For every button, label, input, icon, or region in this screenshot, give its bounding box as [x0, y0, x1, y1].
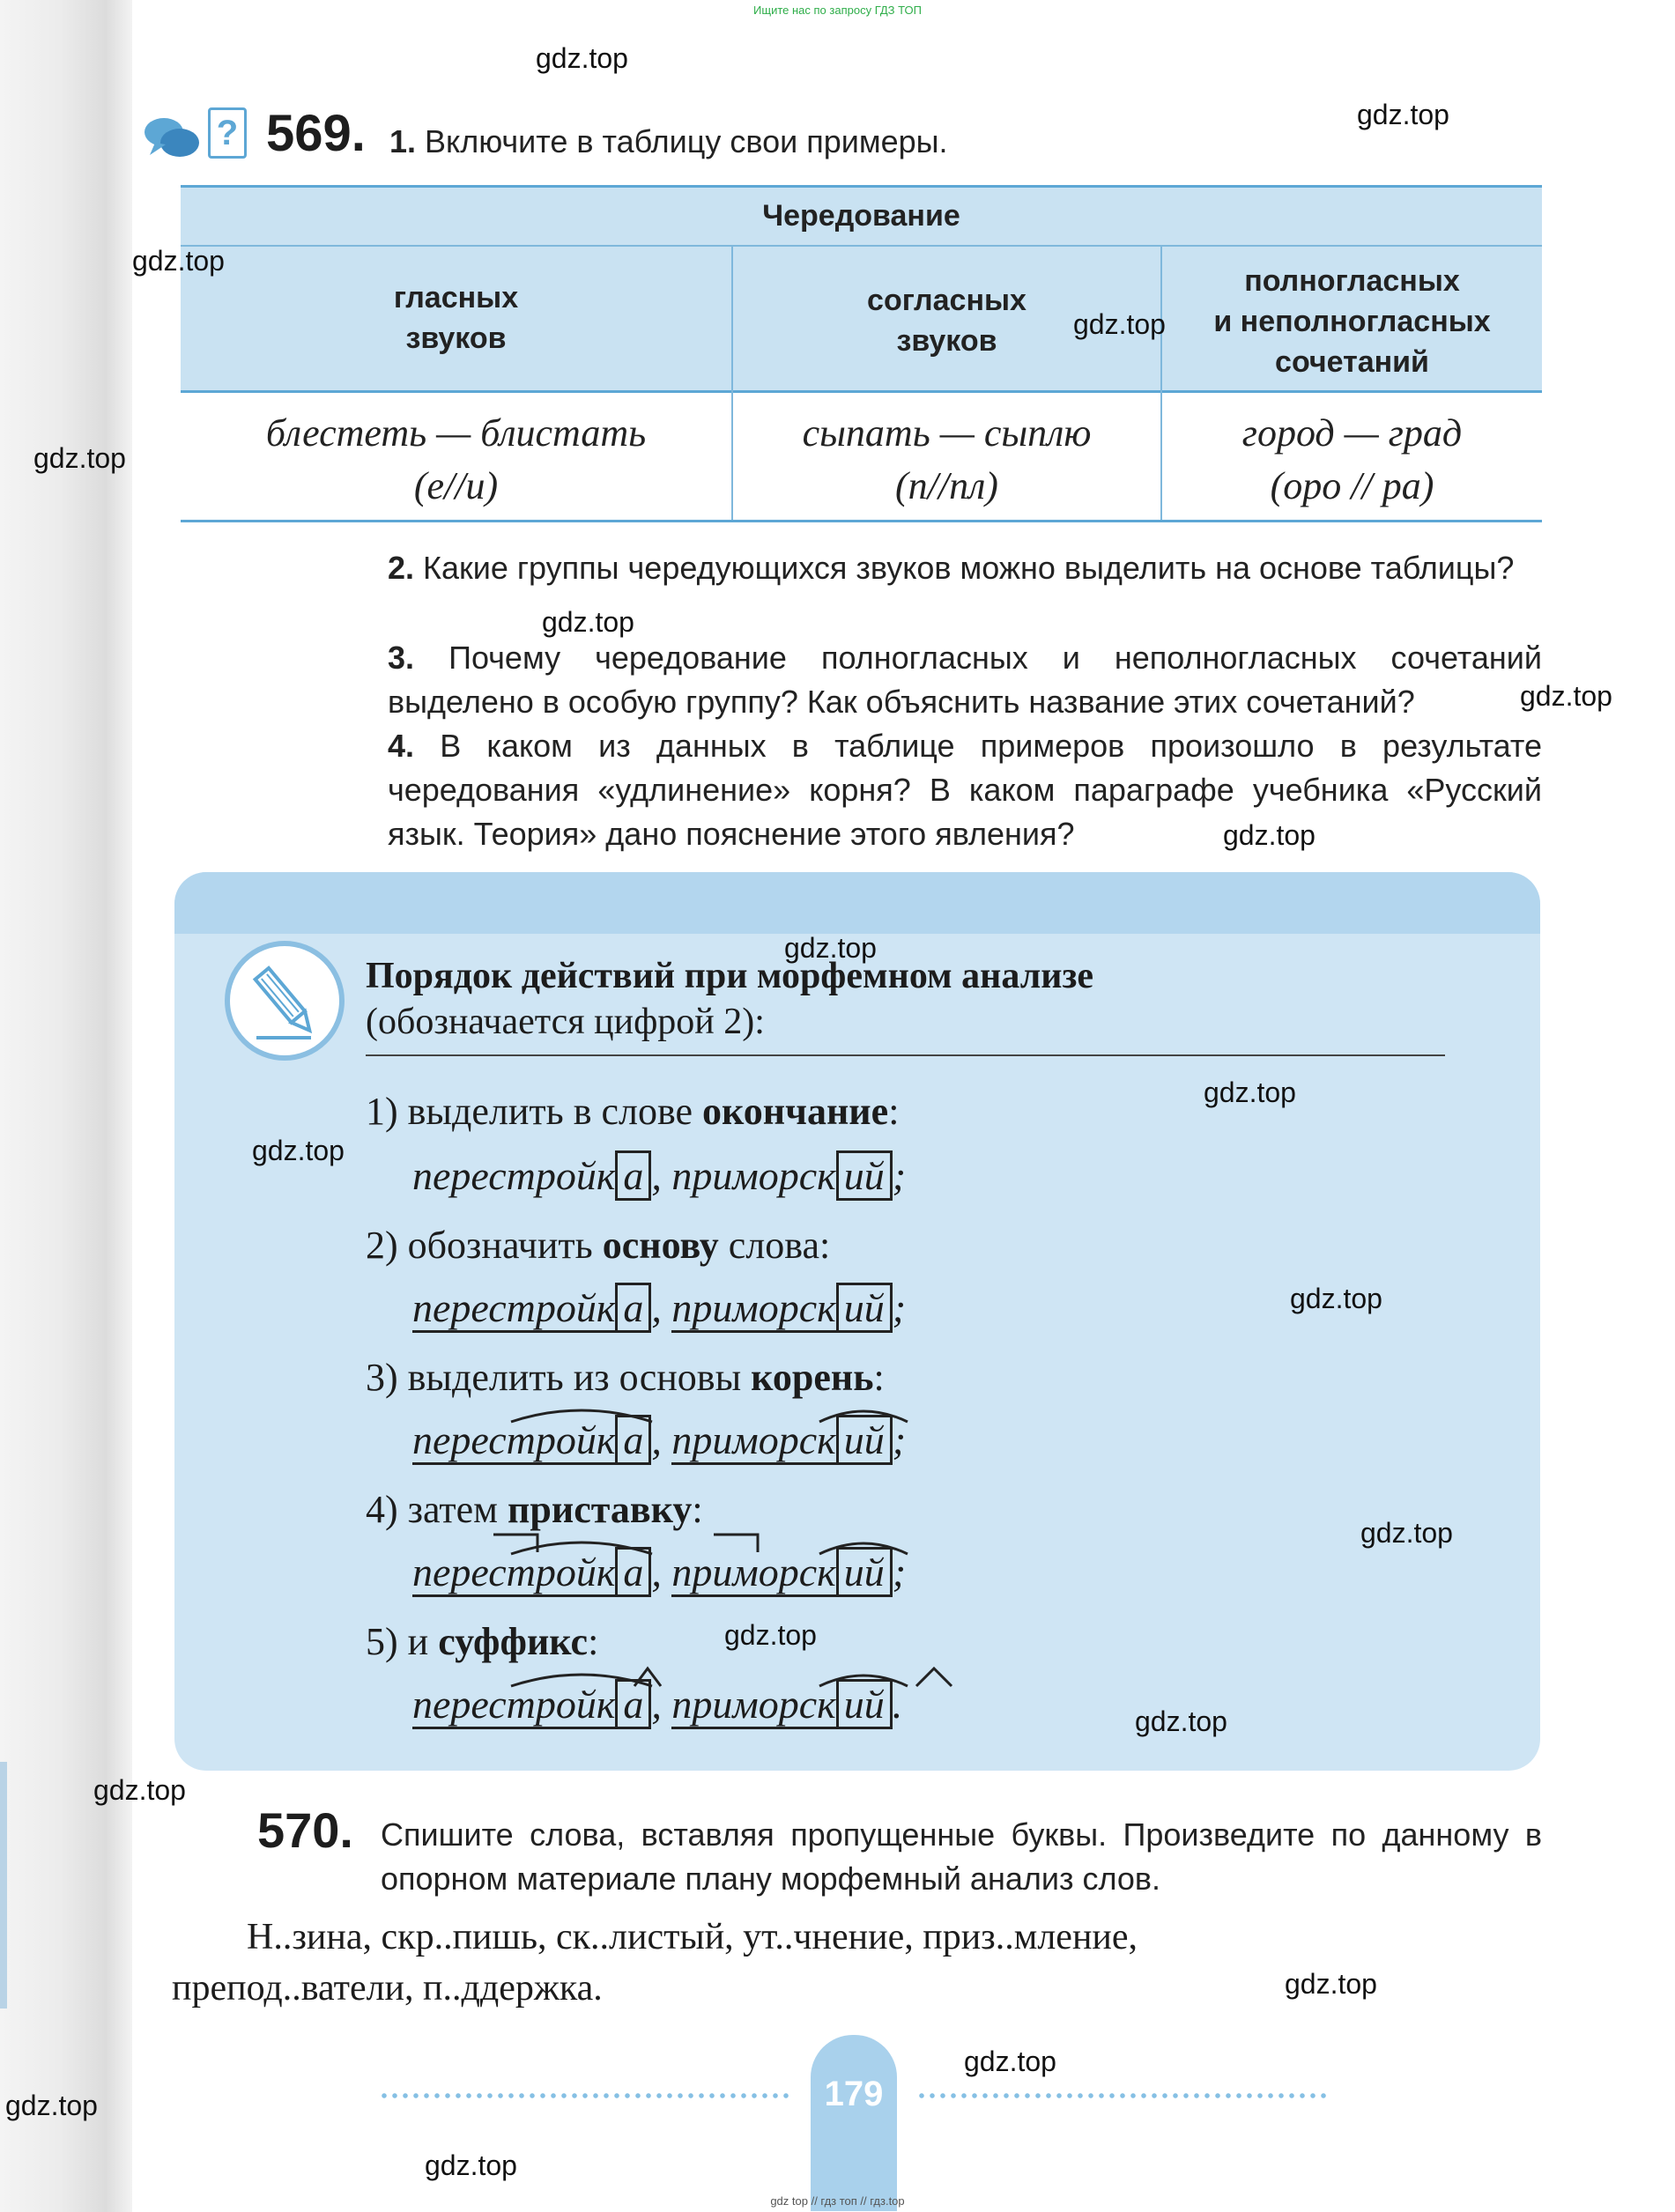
- table-mid-rule: [181, 390, 1542, 393]
- watermark: gdz.top: [1520, 680, 1612, 712]
- exercise-569-number: 569.: [266, 105, 366, 162]
- dialogue-icon: [143, 113, 204, 166]
- task-1-text: Включите в таблицу свои примеры.: [425, 123, 948, 159]
- table-header-rule: [181, 245, 1542, 247]
- watermark: gdz.top: [252, 1135, 345, 1166]
- ending-box: а: [615, 1283, 651, 1333]
- example-consonants: сыпать — сыплю (п//пл): [802, 411, 1092, 507]
- watermark: gdz.top: [724, 1619, 817, 1651]
- rule-panel-top: [174, 872, 1540, 934]
- words-line-1: Н..зина, скр..пишь, ск..листый, ут..чнение, приз..мление,: [247, 1917, 1138, 1957]
- question-4: 4. В каком из данных в таблице примеров произошло в результате чередования «удлинение» корня? В каком параграфе учебника «Русский язык. Теория» дано пояснение этого явления?: [388, 728, 1542, 852]
- page-number-tab: [811, 2035, 897, 2211]
- table-top-rule: [181, 185, 1542, 188]
- rule-title-underline: [366, 1054, 1445, 1056]
- page-number: 179: [824, 2075, 884, 2113]
- watermark: gdz.top: [1223, 819, 1316, 851]
- step-4: 4) затем приставку:: [366, 1488, 703, 1531]
- watermark: gdz.top: [1285, 1968, 1377, 2000]
- col-header-vowels: гласных звуков: [393, 281, 519, 355]
- pencil-icon: [225, 941, 345, 1061]
- watermark: gdz.top: [132, 245, 225, 277]
- watermark: gdz.top: [964, 2046, 1056, 2077]
- task-1-number: 1.: [389, 123, 417, 159]
- words-line-2: препод..ватели, п..ддержка.: [172, 1968, 603, 2009]
- watermark: gdz.top: [536, 42, 628, 74]
- page-dots-left: [379, 2093, 793, 2098]
- bottom-note: gdz top // гдз топ // гдз.top: [770, 2194, 905, 2208]
- example-row-2: перестройк а , приморск ий ;: [412, 1284, 906, 1331]
- example-row-4: перестройк а , приморск ий ;: [412, 1549, 906, 1595]
- ending-box: ий: [836, 1679, 893, 1729]
- ending-box: а: [615, 1547, 651, 1597]
- example-row-1: перестройк а , приморск ий ;: [412, 1152, 906, 1199]
- watermark: gdz.top: [1204, 1076, 1296, 1108]
- page-dots-right: [916, 2093, 1330, 2098]
- watermark: gdz.top: [1135, 1705, 1227, 1737]
- ending-box: ий: [836, 1283, 893, 1333]
- ending-box: ий: [836, 1547, 893, 1597]
- rule-subtitle: (обозначается цифрой 2):: [366, 1002, 765, 1042]
- ending-box: а: [615, 1679, 651, 1729]
- step-3: 3) выделить из основы корень:: [366, 1356, 885, 1399]
- watermark: gdz.top: [1357, 99, 1449, 130]
- watermark: gdz.top: [33, 442, 126, 474]
- rule-title: Порядок действий при морфемном анализе: [366, 956, 1093, 996]
- example-row-3: перестройк а , приморск ий ;: [412, 1417, 906, 1463]
- watermark: gdz.top: [425, 2149, 517, 2181]
- ending-box: ий: [836, 1415, 893, 1465]
- exercise-570-number: 570.: [257, 1802, 353, 1858]
- ending-box: ий: [836, 1150, 893, 1201]
- ending-box: а: [615, 1150, 651, 1201]
- watermark: gdz.top: [93, 1774, 186, 1806]
- col-header-consonants: согласных звуков: [867, 284, 1026, 358]
- task-1: [389, 123, 948, 160]
- step-1: 1) выделить в слове окончание:: [366, 1090, 900, 1133]
- watermark: gdz.top: [5, 2090, 98, 2121]
- ending-box: а: [615, 1415, 651, 1465]
- watermark: gdz.top: [784, 932, 877, 964]
- step-5: 5) и суффикс:: [366, 1620, 599, 1663]
- example-vowels: блестеть — блистать (е//и): [265, 411, 647, 507]
- top-note: Ищите нас по запросу ГДЗ ТОП: [753, 4, 922, 17]
- example-polnoglasie: город — град (оро // ра): [1241, 411, 1463, 507]
- step-2: 2) обозначить основу слова:: [366, 1224, 831, 1267]
- watermark: gdz.top: [542, 606, 634, 638]
- question-2: 2. Какие группы чередующихся звуков можно выделить на основе таблицы?: [388, 550, 1515, 586]
- watermark: gdz.top: [1073, 308, 1166, 340]
- question-3: 3. Почему чередование полногласных и неполногласных сочетаний выделено в особую группу? Как объяснить название этих сочетаний?: [388, 640, 1542, 720]
- watermark: gdz.top: [1360, 1517, 1453, 1549]
- example-row-5: перестройк а , приморск ий .: [412, 1681, 902, 1727]
- question-icon: ?: [208, 107, 247, 159]
- table-bottom-rule: [181, 520, 1542, 522]
- exercise-570-text: Спишите слова, вставляя пропущенные буквы. Произведите по данному в опорном материале плану морфемный анализ слов.: [381, 1816, 1542, 1897]
- col-header-polnoglasie: полногласных и неполногласных сочетаний: [1213, 264, 1491, 379]
- table-header: Чередование: [762, 199, 960, 233]
- book-spine-shadow: [0, 0, 132, 2212]
- watermark: gdz.top: [1290, 1283, 1382, 1314]
- page-edge-mark: [0, 1762, 7, 2009]
